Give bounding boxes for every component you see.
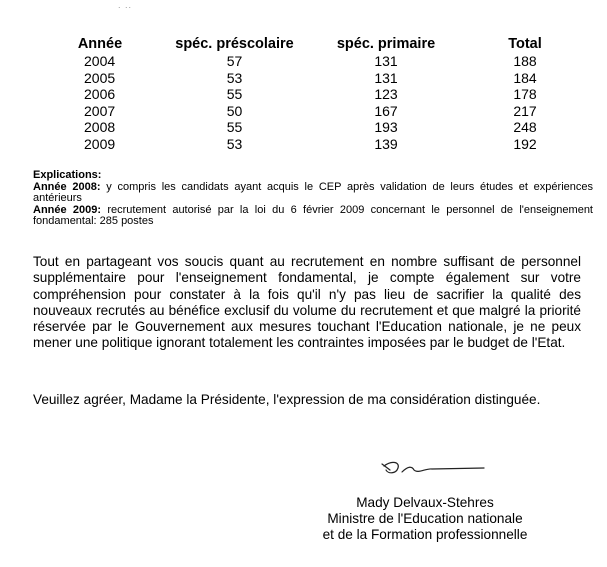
cell-primaire: 123 [374,86,398,103]
header-primaire: spéc. primaire [336,36,436,52]
note-2009-label: Année 2009: [33,203,102,216]
header-annee: Année [77,36,123,52]
cell-prescolaire: 53 [226,69,243,86]
signature-block [290,495,560,544]
recruitment-table [0,36,607,153]
table-row [0,136,607,153]
table-row [0,86,607,103]
cell-prescolaire: 55 [226,119,243,136]
signatory-name: Mady Delvaux-Stehres [356,495,494,510]
signatory-title-line1: Ministre de l'Education nationale [327,511,523,527]
cell-year: 2004 [84,53,116,69]
cell-prescolaire: 50 [226,102,243,119]
note-2009 [33,205,593,228]
note-2009-text: recrutement autorisé par la loi du 6 février 2009 concernant le personnel de l'enseignement fondamental: 285 postes [33,203,593,228]
cell-total: 192 [513,135,537,152]
explications [33,170,593,228]
handwritten-signature [378,452,488,482]
cell-total: 188 [513,53,537,69]
cell-year: 2009 [84,135,116,152]
cell-primaire: 131 [374,53,398,69]
cell-primaire: 139 [374,135,398,152]
note-2008-text: y compris les candidats ayant acquis le CEP après validation de leurs études et expériences antérieurs [33,180,593,205]
body-paragraph-container [33,254,581,352]
cell-primaire: 167 [374,102,398,119]
header-prescolaire: spéc. préscolaire [175,36,294,52]
note-2008 [33,182,593,205]
cell-year: 2006 [84,86,116,103]
cell-total: 248 [513,119,537,136]
cell-total: 217 [513,102,537,119]
table-row [0,119,607,136]
header-total: Total [508,36,542,52]
cell-total: 178 [513,86,537,103]
body-paragraph: Tout en partageant vos soucis quant au recrutement en nombre suffisant de personnel supplémentaire pour l'enseignement fondamental, je compte également sur votre compréhension pour constater à la fois qu'il n'y pas lieu de sacrifier la qualité des nouveaux recrutés au bénéfice exclusif du volume du recrutement et que malgré la priorité réservée par le Gouvernement aux mesures touchant l'Education nationale, je ne peux mener une politique ignorant totalement les contraintes imposées par le budget de l'Etat. [33,254,581,351]
cell-year: 2005 [84,69,116,86]
cell-primaire: 193 [374,119,398,136]
cell-prescolaire: 55 [226,86,243,103]
signatory-title-line2: et de la Formation professionnelle [322,527,528,543]
table-header-row [0,36,607,53]
cell-prescolaire: 57 [226,53,243,69]
scan-marks: . .. [118,0,133,10]
cell-prescolaire: 53 [226,135,243,152]
cell-year: 2007 [84,102,116,119]
table-row [0,70,607,87]
cell-total: 184 [513,69,537,86]
explications-heading: Explications: [33,169,102,181]
table-row [0,53,607,70]
note-2008-label: Année 2008: [33,180,101,193]
cell-year: 2008 [84,119,116,136]
closing-formula: Veuillez agréer, Madame la Présidente, l'expression de ma considération distinguée. [33,392,541,407]
table-row [0,103,607,120]
cell-primaire: 131 [374,69,398,86]
